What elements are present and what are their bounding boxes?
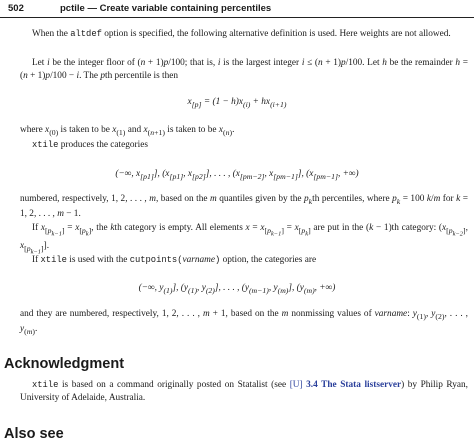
section-heading-acknowledgment: Acknowledgment: [4, 356, 125, 372]
paragraph-cutpoints: If xtile is used with the cutpoints(varname) option, the categories are: [32, 255, 317, 265]
equation-percentile: $x_{[p]} = (1 - h)x_{(i)} + hx_{(i+1)}$: [187, 97, 287, 109]
paragraph-boundary: where $x_{(0)}$ is taken to be $x_{(1)}$ and $x_{(n+1)}$ is taken to be $x_{(n)}$.: [20, 125, 235, 137]
paragraph-empty-category: If $x_{[p_{k-1}]} = x_{[p_k]}$, the kth category is empty. All elements $x = x_{[p_{k-1}]} = x_{[p_k]}$ are put in the (k − 1)th category: ($x_{[p_{k-2}]}$, $x_{[p_{k-1}]}$].: [20, 223, 468, 256]
paragraph-cutpoint-numbering: and they are numbered, respectively, 1, 2, . . . , m + 1, based on the m nonmissing values of varname: $y_{(1)}$, $y_{(2)}$, . . . , $y_{(m)}$.: [20, 309, 469, 336]
equation-categories: (−∞, $x_{[p1]}$], ($x_{[p1]}$, $x_{[p2]}$], . . . , ($x_{[pm-2]}$, $x_{[pm-1]}$], ($x_{[pm-1]}$, +∞): [115, 169, 359, 181]
running-header: [0, 0, 474, 18]
paragraph-altdef: When the altdef option is specified, the following alternative definition is used. Here weights are not allowed.: [32, 29, 451, 39]
section-heading-also-see: Also see: [4, 426, 64, 442]
manual-link-listserver[interactable]: 3.4 The Stata listserver: [306, 380, 402, 390]
paragraph-acknowledgment: xtile is based on a command originally posted on Statalist (see [U] 3.4 The Stata listserver) by Philip Ryan, University of Adelaide, Australia.: [20, 380, 468, 403]
manual-link-u[interactable]: [U]: [289, 380, 303, 390]
paragraph-definition: Let i be the integer floor of (n + 1)p/100; that is, i is the largest integer i ≤ (n + 1)p/100. Let h be the remainder h = (n + 1)p/100 − i. The pth percentile is then: [20, 58, 468, 81]
page-number: 502: [8, 3, 24, 14]
equation-cutpoint-categories: (−∞, $y_{(1)}$], ($y_{(1)}$, $y_{(2)}$], . . . , ($y_{(m-1)}$, $y_{(m)}$], ($y_{(m)}$, +∞): [138, 283, 336, 295]
running-title: pctile — Create variable containing percentiles: [60, 3, 272, 14]
paragraph-xtile-intro: xtile produces the categories: [32, 140, 148, 150]
paragraph-numbering: numbered, respectively, 1, 2, . . . , m, based on the m quantiles given by the $p_kth$ percentiles, where $p_k = 100$ k/m for k = 1, 2, . . . , m − 1.: [20, 194, 468, 219]
